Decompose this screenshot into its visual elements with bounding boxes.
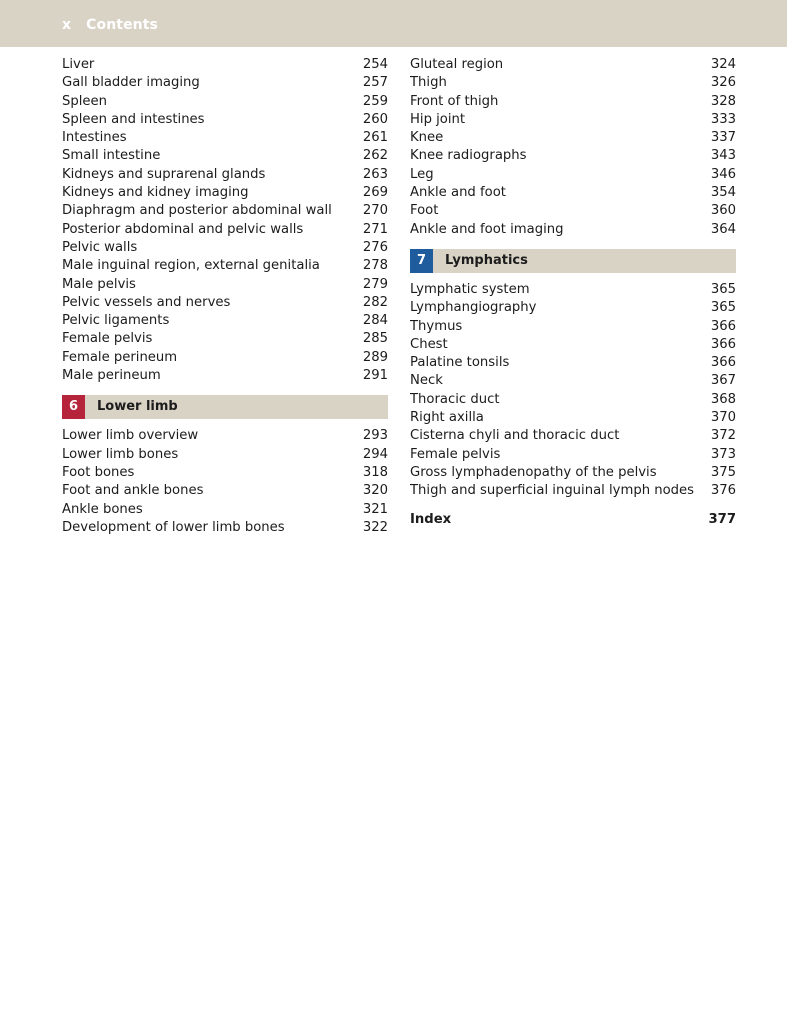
toc-entry-page: 269	[362, 185, 388, 201]
toc-entry-page: 289	[362, 349, 388, 365]
toc-entry-label: Spleen and intestines	[62, 111, 205, 127]
left-entries-top	[62, 56, 388, 385]
toc-entry-page: 279	[362, 276, 388, 292]
toc-entry[interactable]	[410, 482, 736, 500]
toc-entry-page: 276	[362, 239, 388, 255]
toc-entry-page: 321	[362, 501, 388, 517]
toc-entry[interactable]	[62, 276, 388, 294]
section-header-lymphatics[interactable]	[410, 249, 736, 273]
toc-entry-label: Foot and ankle bones	[62, 483, 204, 499]
toc-entry[interactable]	[410, 336, 736, 354]
toc-entry[interactable]	[62, 147, 388, 165]
section-number-badge: 6	[62, 395, 85, 419]
toc-entry[interactable]	[410, 391, 736, 409]
toc-entry[interactable]	[62, 56, 388, 74]
toc-entry-label: Kidneys and kidney imaging	[62, 185, 249, 201]
toc-entry[interactable]	[62, 184, 388, 202]
right-entries-top	[410, 56, 736, 239]
toc-entry-page: 354	[710, 185, 736, 201]
toc-entry[interactable]	[62, 464, 388, 482]
toc-entry[interactable]	[410, 166, 736, 184]
header-title-group	[62, 17, 158, 33]
toc-entry-label: Intestines	[62, 130, 127, 146]
toc-entry-page: 364	[710, 221, 736, 237]
toc-entry-page: 291	[362, 368, 388, 384]
toc-entry[interactable]	[410, 354, 736, 372]
page-number-roman: x	[62, 17, 72, 33]
toc-entry[interactable]	[62, 427, 388, 445]
toc-entry[interactable]	[410, 318, 736, 336]
section-header-lower-limb[interactable]	[62, 395, 388, 419]
toc-entry-label: Diaphragm and posterior abdominal wall	[62, 203, 332, 219]
toc-entry[interactable]	[62, 482, 388, 500]
toc-entry[interactable]	[410, 427, 736, 445]
toc-entry-page: 320	[362, 483, 388, 499]
toc-entry-label: Kidneys and suprarenal glands	[62, 166, 266, 182]
toc-entry[interactable]	[62, 239, 388, 257]
toc-entry-label: Lower limb bones	[62, 446, 179, 462]
running-header	[0, 0, 787, 47]
section-title: Lower limb	[97, 399, 178, 415]
toc-entry-index[interactable]	[410, 511, 736, 529]
toc-entry[interactable]	[62, 501, 388, 519]
toc-entry-label: Pelvic vessels and nerves	[62, 294, 231, 310]
toc-entry-page: 322	[362, 519, 388, 535]
toc-entry[interactable]	[410, 372, 736, 390]
toc-entry-label: Knee radiographs	[410, 148, 527, 164]
toc-entry-page: 324	[710, 57, 736, 72]
toc-entry-label: Ankle bones	[62, 501, 143, 517]
toc-entry[interactable]	[62, 446, 388, 464]
toc-entry-page: 254	[362, 57, 388, 72]
toc-entry-page: 271	[362, 221, 388, 237]
toc-entry-label: Thigh and superficial inguinal lymph nodes	[410, 483, 695, 499]
toc-entry[interactable]	[62, 166, 388, 184]
toc-entry-label: Foot	[410, 203, 439, 219]
toc-entry-label: Gall bladder imaging	[62, 75, 200, 91]
toc-entry-label: Front of thigh	[410, 93, 499, 109]
toc-entry-page: 259	[362, 93, 388, 109]
toc-entry-label: Chest	[410, 336, 448, 352]
right-entries-section	[410, 281, 736, 501]
toc-entry-page: 261	[362, 130, 388, 146]
toc-entry-label: Neck	[410, 373, 443, 389]
toc-entry-page: 365	[710, 281, 736, 297]
toc-entry-page: 365	[710, 300, 736, 316]
toc-entry[interactable]	[410, 147, 736, 165]
toc-entry[interactable]	[410, 221, 736, 239]
toc-entry-page: 375	[710, 464, 736, 480]
toc-entry-page: 318	[362, 464, 388, 480]
toc-entry-label: Foot bones	[62, 464, 135, 480]
toc-entry-label: Palatine tonsils	[410, 355, 510, 371]
toc-entry-label: Ankle and foot	[410, 185, 506, 201]
toc-entry-label: Small intestine	[62, 148, 161, 164]
toc-entry-label: Pelvic ligaments	[62, 313, 170, 329]
toc-entry-label: Male inguinal region, external genitalia	[62, 258, 320, 274]
header-title: Contents	[86, 17, 158, 33]
toc-entry-page: 367	[710, 373, 736, 389]
toc-entry-page: 368	[710, 391, 736, 407]
toc-entry-label: Pelvic walls	[62, 239, 138, 255]
toc-entry-page: 294	[362, 446, 388, 462]
toc-entry-page: 372	[710, 428, 736, 444]
toc-entry-label: Ankle and foot imaging	[410, 221, 564, 237]
toc-entry-page: 263	[362, 166, 388, 182]
toc-entry-page: 262	[362, 148, 388, 164]
toc-entry[interactable]	[62, 367, 388, 385]
toc-entry-label: Thymus	[410, 318, 463, 334]
toc-entry-label: Lower limb overview	[62, 428, 199, 444]
toc-entry-page: 366	[710, 355, 736, 371]
toc-entry[interactable]	[62, 129, 388, 147]
toc-entry-page: 376	[710, 483, 736, 499]
toc-entry-label: Gross lymphadenopathy of the pelvis	[410, 464, 657, 480]
toc-entry-page: 377	[708, 511, 736, 527]
section-title: Lymphatics	[445, 252, 528, 268]
toc-entry-label: Lymphatic system	[410, 281, 530, 297]
toc-entry[interactable]	[410, 56, 736, 74]
toc-entry[interactable]	[410, 281, 736, 299]
toc-entry-label: Spleen	[62, 93, 107, 109]
contents-left-column	[62, 56, 388, 537]
toc-entry-page: 293	[362, 428, 388, 444]
toc-entry[interactable]	[410, 446, 736, 464]
toc-entry-label: Female pelvis	[410, 446, 501, 462]
toc-entry-label: Liver	[62, 57, 95, 72]
toc-entry[interactable]	[410, 129, 736, 147]
toc-entry-page: 282	[362, 294, 388, 310]
toc-entry-label: Male perineum	[62, 368, 161, 384]
toc-entry-label: Female pelvis	[62, 331, 153, 347]
toc-entry-page: 366	[710, 336, 736, 352]
section-number-badge: 7	[410, 249, 433, 273]
toc-entry-page: 270	[362, 203, 388, 219]
toc-entry[interactable]	[62, 519, 388, 537]
toc-entry-page: 333	[710, 111, 736, 127]
toc-entry[interactable]	[410, 464, 736, 482]
toc-entry-label: Lymphangiography	[410, 300, 537, 316]
toc-entry[interactable]	[410, 93, 736, 111]
toc-entry-page: 328	[710, 93, 736, 109]
toc-entry[interactable]	[62, 330, 388, 348]
toc-entry-label: Hip joint	[410, 111, 466, 127]
toc-entry-label: Thoracic duct	[410, 391, 500, 407]
toc-entry[interactable]	[62, 93, 388, 111]
toc-entry-page: 343	[710, 148, 736, 164]
toc-entry[interactable]	[62, 74, 388, 92]
toc-entry-page: 360	[710, 203, 736, 219]
toc-entry-page: 257	[362, 75, 388, 91]
toc-entry-label: Male pelvis	[62, 276, 136, 292]
toc-entry-page: 373	[710, 446, 736, 462]
toc-entry-label: Development of lower limb bones	[62, 519, 285, 535]
toc-entry[interactable]	[62, 257, 388, 275]
toc-entry-label: Posterior abdominal and pelvic walls	[62, 221, 304, 237]
toc-entry[interactable]	[62, 221, 388, 239]
toc-entry-label: Knee	[410, 130, 444, 146]
toc-entry-page: 284	[362, 313, 388, 329]
toc-entry-label: Female perineum	[62, 349, 178, 365]
toc-entry-page: 278	[362, 258, 388, 274]
toc-entry[interactable]	[62, 111, 388, 129]
toc-entry-label: Leg	[410, 166, 434, 182]
toc-entry-label: Right axilla	[410, 410, 484, 426]
toc-entry-page: 366	[710, 318, 736, 334]
toc-entry-label: Gluteal region	[410, 57, 504, 72]
toc-entry[interactable]	[62, 349, 388, 367]
toc-entry[interactable]	[62, 312, 388, 330]
toc-entry[interactable]	[410, 184, 736, 202]
toc-entry-page: 260	[362, 111, 388, 127]
toc-entry-label: Thigh	[410, 75, 447, 91]
toc-entry[interactable]	[410, 299, 736, 317]
toc-entry-page: 337	[710, 130, 736, 146]
toc-entry[interactable]	[62, 294, 388, 312]
toc-entry[interactable]	[410, 74, 736, 92]
toc-entry-label: Cisterna chyli and thoracic duct	[410, 428, 620, 444]
toc-entry-label: Index	[410, 511, 452, 527]
toc-entry-page: 326	[710, 75, 736, 91]
toc-entry[interactable]	[410, 111, 736, 129]
toc-entry-page: 370	[710, 410, 736, 426]
toc-entry[interactable]	[410, 202, 736, 220]
toc-entry[interactable]	[410, 409, 736, 427]
toc-entry-page: 346	[710, 166, 736, 182]
toc-entry[interactable]	[62, 202, 388, 220]
toc-entry-page: 285	[362, 331, 388, 347]
contents-right-column	[410, 56, 736, 529]
left-entries-section	[62, 427, 388, 537]
